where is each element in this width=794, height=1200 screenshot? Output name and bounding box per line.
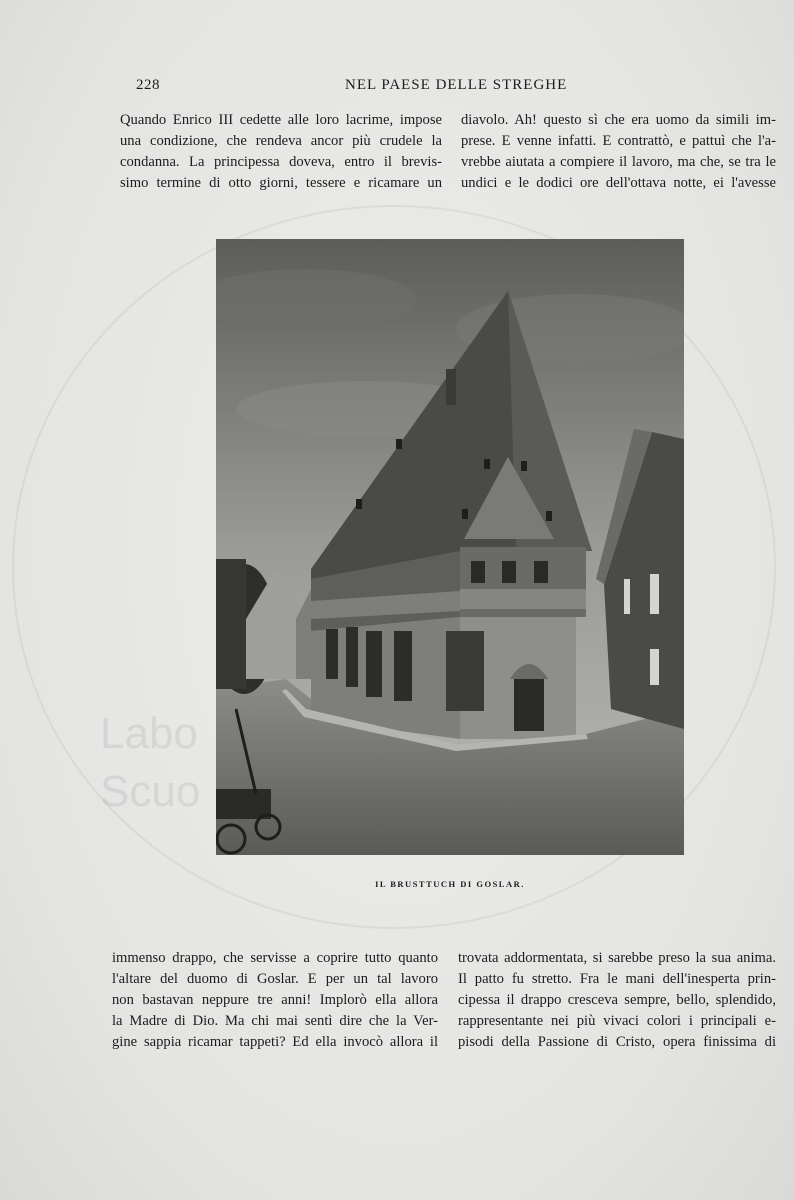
watermark-text <box>100 705 200 821</box>
text-line: condanna. La principessa doveva, entro il brevis- <box>120 154 442 170</box>
page-number: 228 <box>136 77 160 93</box>
text-line: prese. E venne infatti. E contrattò, e pattuì che l'a- <box>461 133 776 149</box>
text-line: una condizione, che rendeva ancor più crudele la <box>120 133 442 149</box>
watermark-line-2: Scuo <box>100 767 201 816</box>
text-line: gine sappia ricamar tappeti? Ed ella invocò allora il <box>112 1034 438 1050</box>
text-column-top-right <box>461 110 776 194</box>
text-line: immenso drappo, che servisse a coprire tutto quanto <box>112 950 438 966</box>
text-line: vrebbe aiutata a compiere il lavoro, ma che, se tra le <box>461 154 776 170</box>
text-line: cipessa il drappo cresceva sempre, bello, splendido, <box>458 992 776 1008</box>
text-line: Il patto fu stretto. Fra le mani dell'inesperta prin- <box>458 971 776 987</box>
text-line: non bastavan neppure tre anni! Implorò ella allora <box>112 992 438 1008</box>
text-column-bottom-right <box>458 948 776 1053</box>
text-line: trovata addormentata, si sarebbe preso la sua anima. <box>458 950 776 966</box>
building-illustration <box>216 239 684 855</box>
text-line: pisodi della Passione di Cristo, opera finissima di <box>458 1034 776 1050</box>
page-header <box>120 77 776 99</box>
text-column-bottom-left <box>112 948 438 1053</box>
figure-caption: IL BRUSTTUCH DI GOSLAR. <box>375 879 525 889</box>
text-line: diavolo. Ah! questo sì che era uomo da simili im- <box>461 112 776 128</box>
text-column-top-left <box>120 110 442 194</box>
text-line: undici e le dodici ore dell'ottava notte, ei l'avesse <box>461 175 776 191</box>
running-title: NEL PAESE DELLE STREGHE <box>345 77 568 93</box>
text-line: l'altare del duomo di Goslar. E per un tal lavoro <box>112 971 438 987</box>
watermark-line-1: Labo <box>100 709 198 758</box>
text-line: Quando Enrico III cedette alle loro lacrime, impose <box>120 112 442 128</box>
text-line: simo termine di otto giorni, tessere e ricamare un <box>120 175 442 191</box>
text-line: rappresentante nei più vivaci colori i principali e- <box>458 1013 776 1029</box>
brusttuch-photograph <box>216 239 684 855</box>
text-line: la Madre di Dio. Ma chi mai sentì dire che la Ver- <box>112 1013 438 1029</box>
